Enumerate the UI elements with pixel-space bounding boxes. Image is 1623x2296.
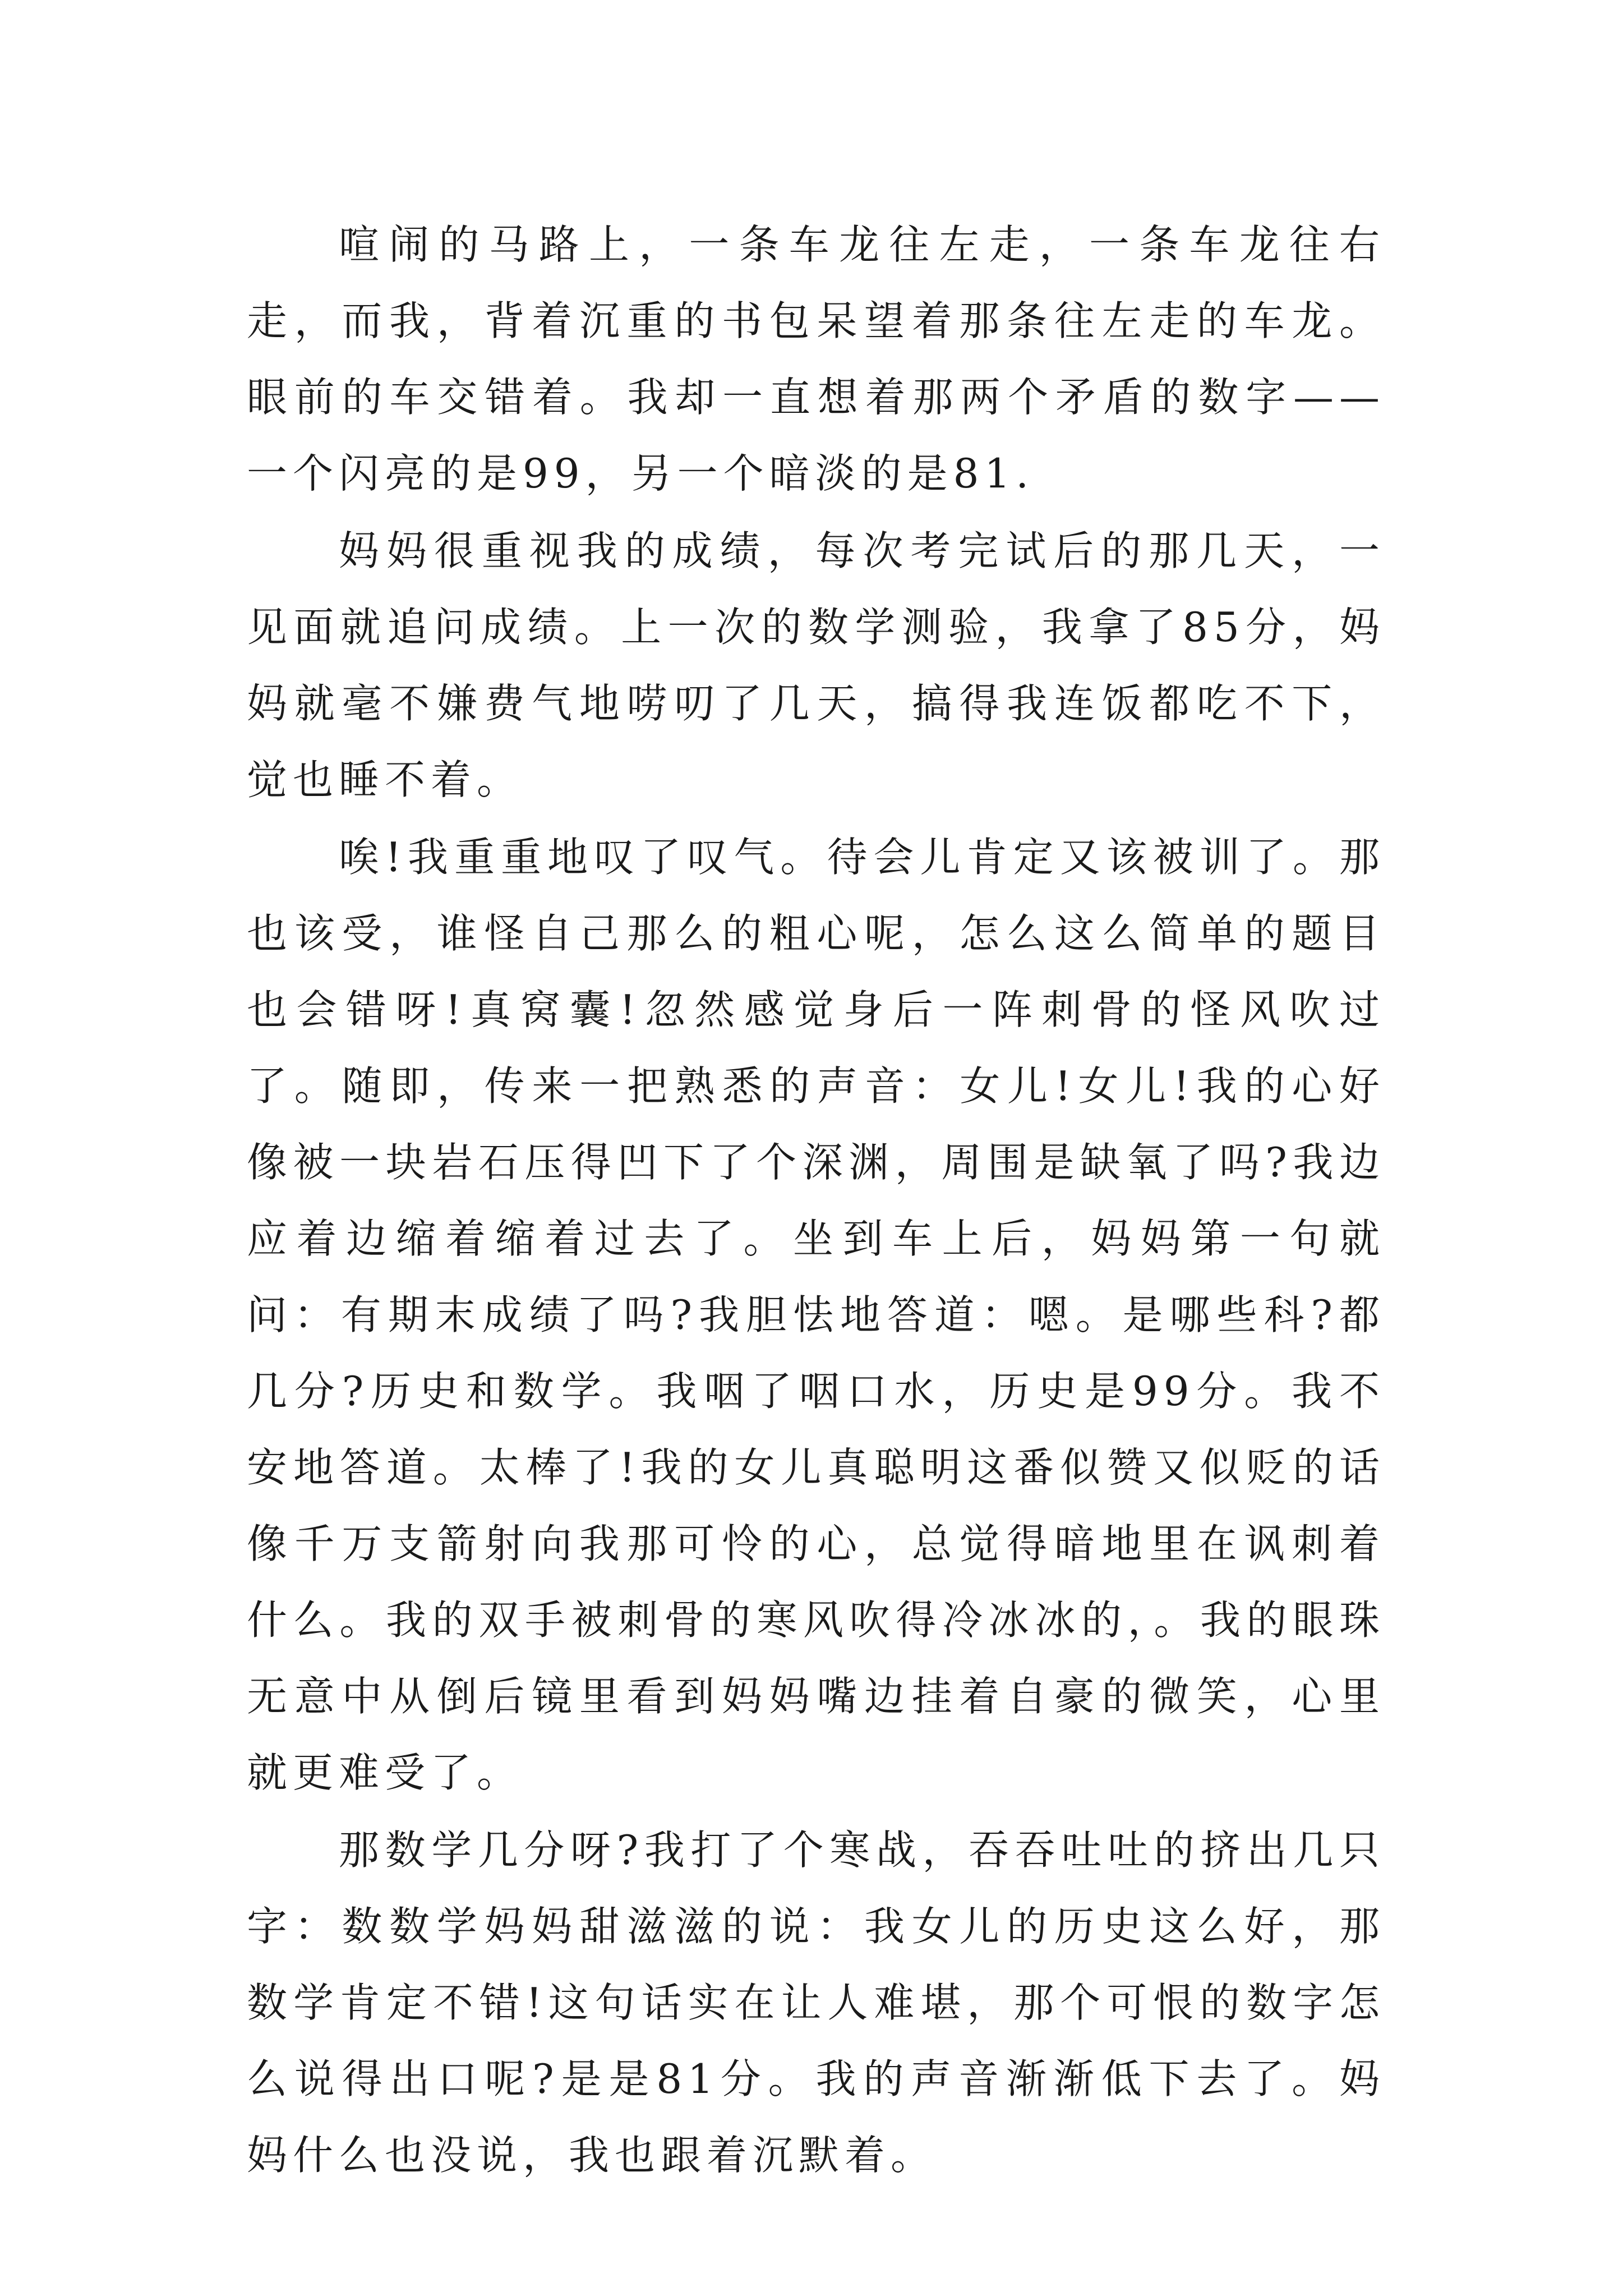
paragraph-1: 喧闹的马路上，一条车龙往左走，一条车龙往右走，而我，背着沉重的书包呆望着那条往左走的车龙。眼前的车交错着。我却一直想着那两个矛盾的数字——一个闪亮的是99，另一个暗淡的是81. bbox=[247, 221, 1385, 497]
article-body bbox=[247, 206, 1385, 2194]
paragraph-2: 妈妈很重视我的成绩，每次考完试后的那几天，一见面就追问成绩。上一次的数学测验，我拿了85分，妈妈就毫不嫌费气地唠叨了几天，搞得我连饭都吃不下，觉也睡不着。 bbox=[247, 527, 1385, 803]
paragraph-4: 那数学几分呀?我打了个寒战，吞吞吐吐的挤出几只字：数数学妈妈甜滋滋的说：我女儿的历史这么好，那数学肯定不错!这句话实在让人难堪，那个可恨的数字怎么说得出口呢?是是81分。我的声音渐渐低下去了。妈妈什么也没说，我也跟着沉默着。 bbox=[247, 1826, 1385, 2179]
paragraph-3: 唉!我重重地叹了叹气。待会儿肯定又该被训了。那也该受，谁怪自己那么的粗心呢，怎么这么简单的题目也会错呀!真窝囊!忽然感觉身后一阵刺骨的怪风吹过了。随即，传来一把熟悉的声音：女儿!女儿!我的心好像被一块岩石压得凹下了个深渊，周围是缺氧了吗?我边应着边缩着缩着过去了。坐到车上后，妈妈第一句就问：有期末成绩了吗?我胆怯地答道：嗯。是哪些科?都几分?历史和数学。我咽了咽口水，历史是99分。我不安地答道。太棒了!我的女儿真聪明这番似赞又似贬的话像千万支箭射向我那可怜的心，总觉得暗地里在讽刺着什么。我的双手被刺骨的寒风吹得冷冰冰的，。我的眼珠无意中从倒后镜里看到妈妈嘴边挂着自豪的微笑，心里就更难受了。 bbox=[247, 834, 1385, 1796]
